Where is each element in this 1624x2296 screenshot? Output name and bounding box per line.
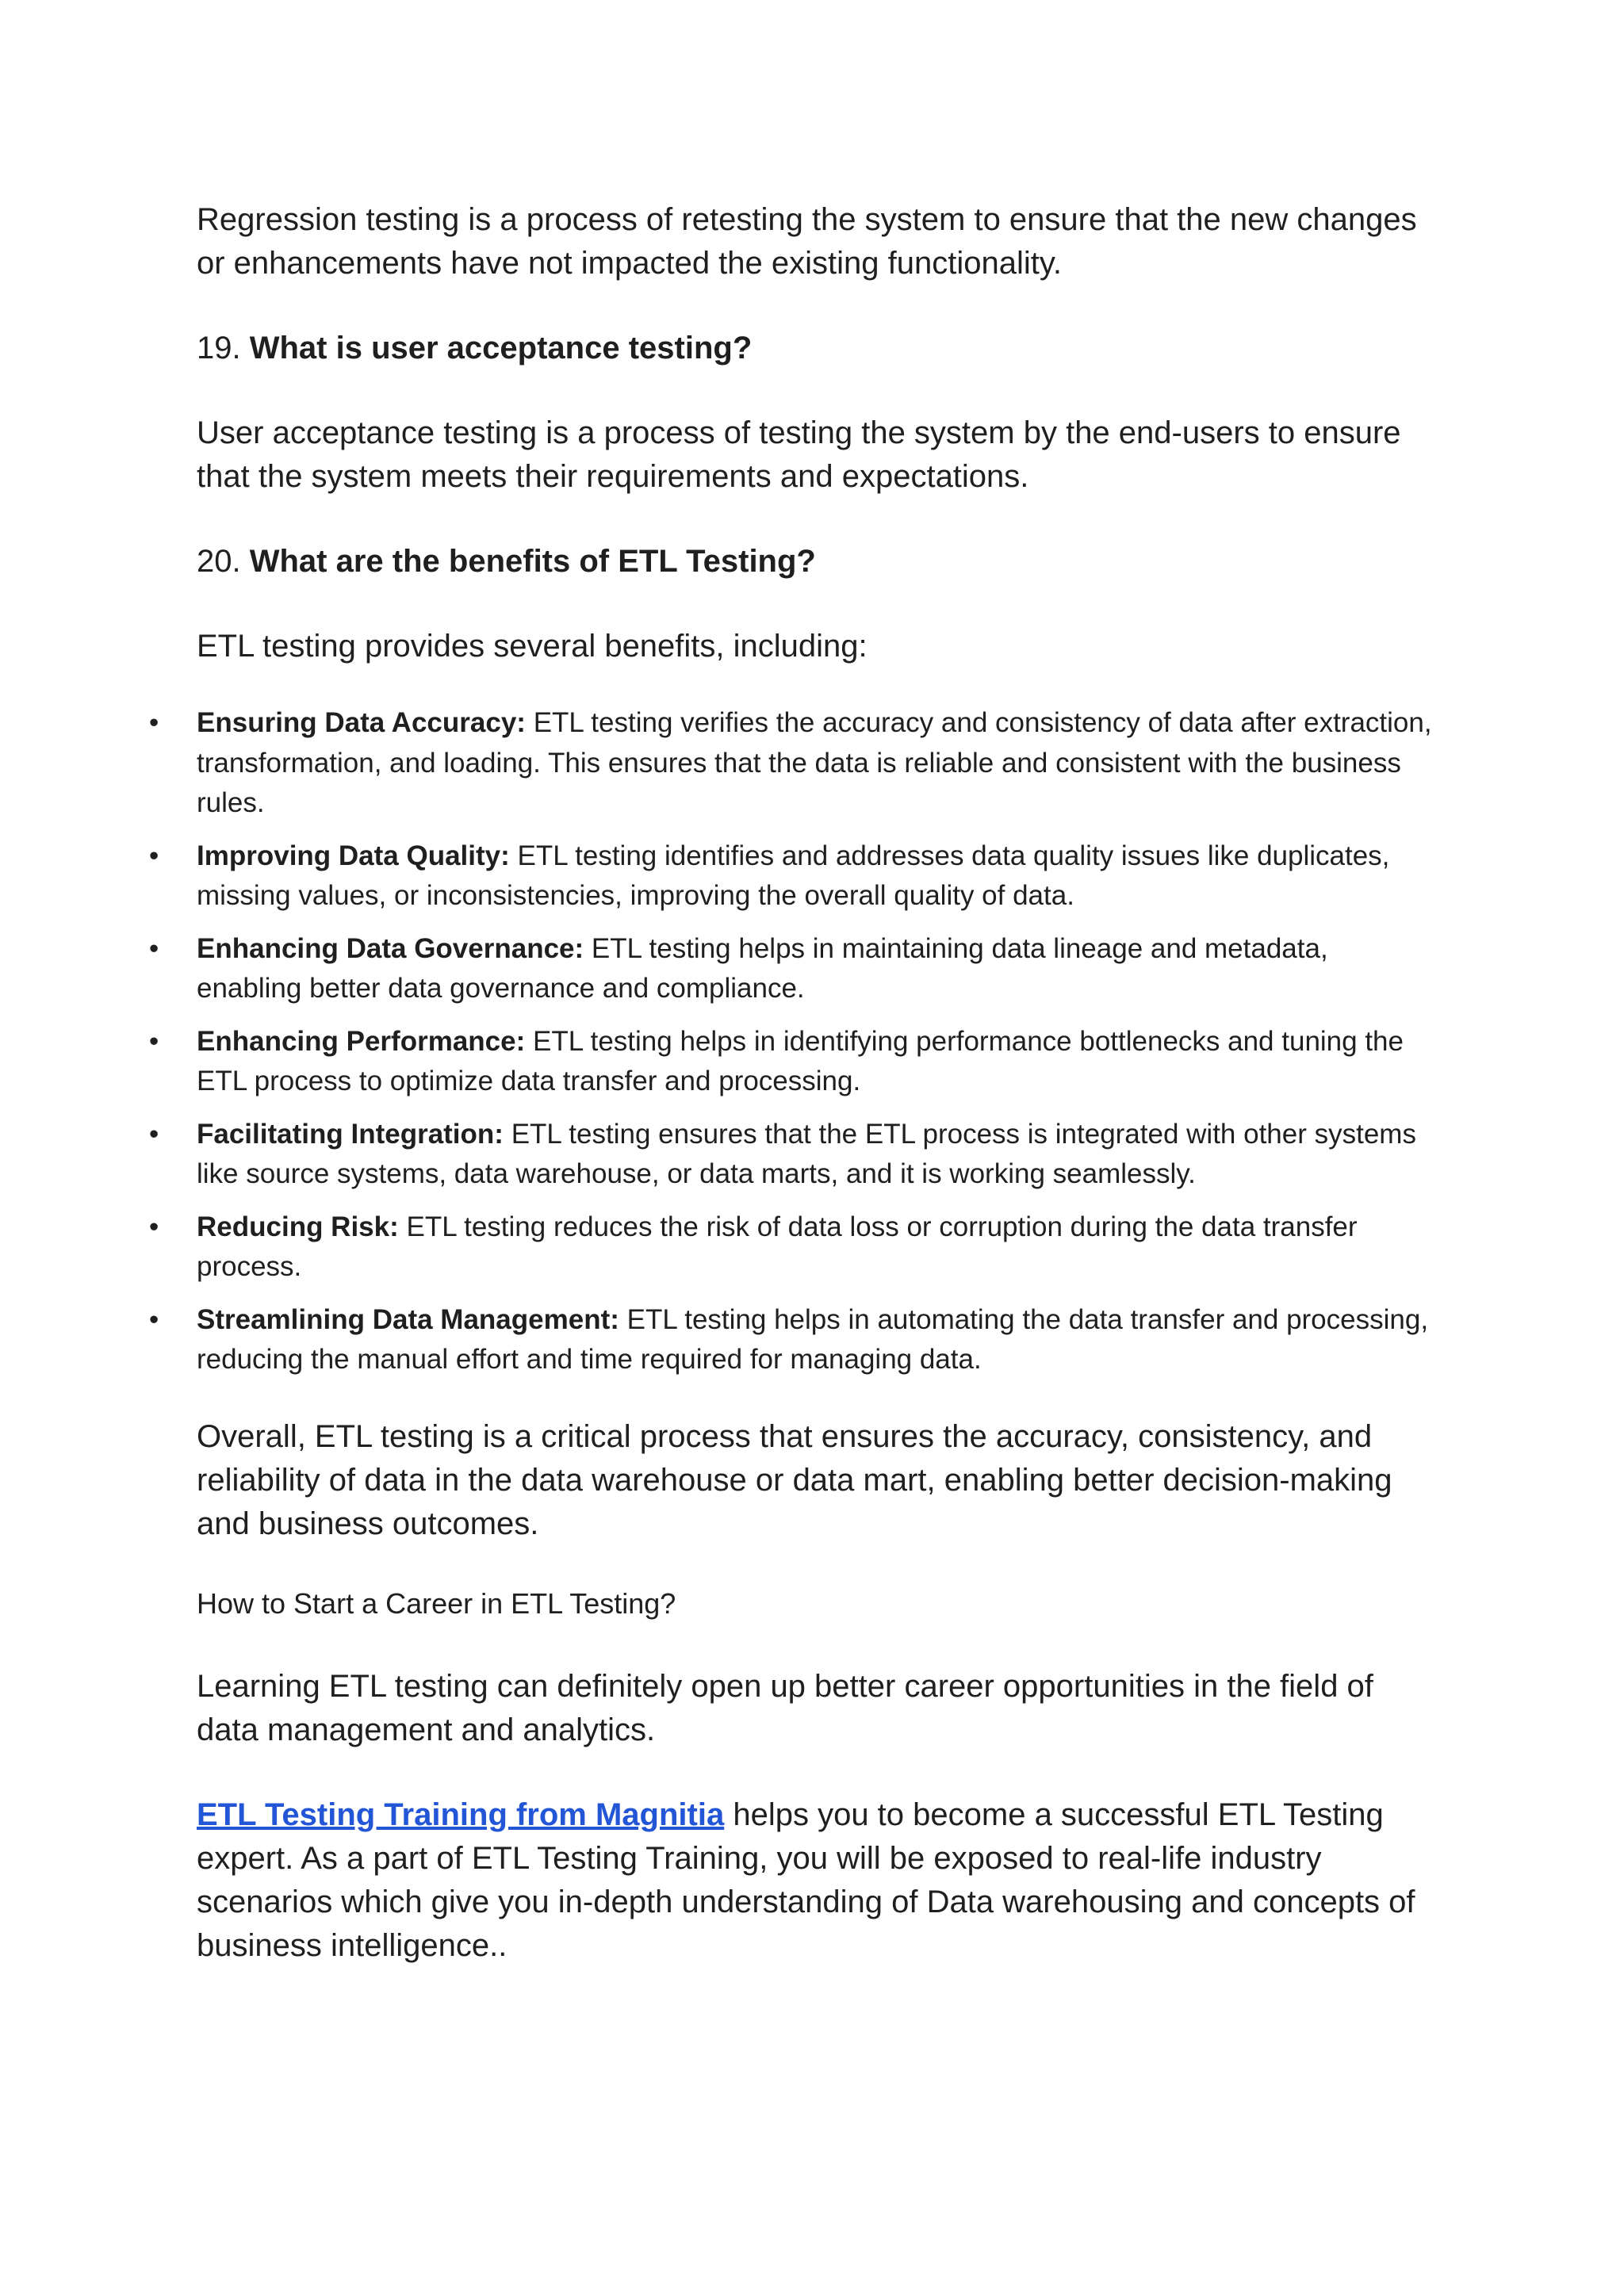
training-paragraph (197, 1793, 1434, 1968)
bullet-icon: • (149, 1303, 159, 1335)
question-19-number: 19. (197, 331, 241, 365)
benefit-item (149, 929, 1434, 1009)
question-19-title: What is user acceptance testing? (249, 331, 753, 365)
document-page (149, 198, 1434, 1968)
bullet-icon: • (149, 840, 159, 871)
benefit-text: ETL testing identifies and addresses data quality issues like duplicates, missing values, or inconsistencies, improving the overall quality of data. (197, 840, 1390, 911)
question-20 (197, 540, 1434, 584)
benefit-title: Ensuring Data Accuracy: (197, 707, 526, 738)
benefit-text: ETL testing reduces the risk of data loss or corruption during the data transfer process. (197, 1211, 1358, 1282)
benefit-text: ETL testing ensures that the ETL process is integrated with other systems like source systems, data warehouse, or data marts, and it is working seamlessly. (197, 1118, 1416, 1189)
question-20-intro: ETL testing provides several benefits, including: (197, 629, 868, 664)
overall-summary: Overall, ETL testing is a critical process that ensures the accuracy, consistency, and reliability of data in the data warehouse or data mart, enabling better decision-making and business outcomes. (197, 1418, 1392, 1541)
benefit-title: Facilitating Integration: (197, 1118, 504, 1150)
benefit-text: ETL testing helps in identifying performance bottlenecks and tuning the ETL process to optimize data transfer and processing. (197, 1025, 1404, 1096)
benefit-item (149, 1115, 1434, 1195)
etl-training-link[interactable]: ETL Testing Training from Magnitia (197, 1797, 725, 1832)
bullet-icon: • (149, 1211, 159, 1242)
question-19 (197, 327, 1434, 370)
training-description: helps you to become a successful ETL Testing expert. As a part of ETL Testing Training, you will be exposed to real-life industry scenarios which give you in-depth understanding of Data warehousing and concepts of business intelligence.. (197, 1797, 1415, 1963)
benefit-title: Enhancing Performance: (197, 1025, 526, 1057)
benefit-text: ETL testing verifies the accuracy and consistency of data after extraction, transformation, and loading. This ensures that the data is reliable and consistent with the business rules. (197, 707, 1432, 818)
benefit-item (149, 1022, 1434, 1102)
benefit-title: Reducing Risk: (197, 1211, 399, 1242)
benefit-text: ETL testing helps in maintaining data lineage and metadata, enabling better data governance and compliance. (197, 932, 1328, 1004)
benefit-item (149, 1300, 1434, 1380)
career-paragraph: Learning ETL testing can definitely open up better career opportunities in the field of data management and analytics. (197, 1668, 1373, 1747)
benefit-item (149, 836, 1434, 916)
benefit-title: Streamlining Data Management: (197, 1303, 619, 1335)
benefit-item (149, 1207, 1434, 1288)
benefit-title: Improving Data Quality: (197, 840, 510, 871)
bullet-icon: • (149, 707, 159, 738)
benefit-text: ETL testing helps in automating the data transfer and processing, reducing the manual effort and time required for managing data. (197, 1303, 1429, 1375)
bullet-icon: • (149, 1025, 159, 1057)
regression-answer: Regression testing is a process of retesting the system to ensure that the new changes or enhancements have not impacted the existing functionality. (197, 202, 1417, 281)
question-20-number: 20. (197, 544, 241, 579)
question-20-title: What are the benefits of ETL Testing? (249, 544, 816, 579)
benefit-title: Enhancing Data Governance: (197, 932, 584, 964)
question-19-answer: User acceptance testing is a process of testing the system by the end-users to ensure that the system meets their requirements and expectations. (197, 415, 1401, 494)
bullet-icon: • (149, 932, 159, 964)
career-heading: How to Start a Career in ETL Testing? (197, 1586, 676, 1620)
benefits-list (149, 703, 1434, 1380)
bullet-icon: • (149, 1118, 159, 1150)
benefit-item (149, 703, 1434, 824)
